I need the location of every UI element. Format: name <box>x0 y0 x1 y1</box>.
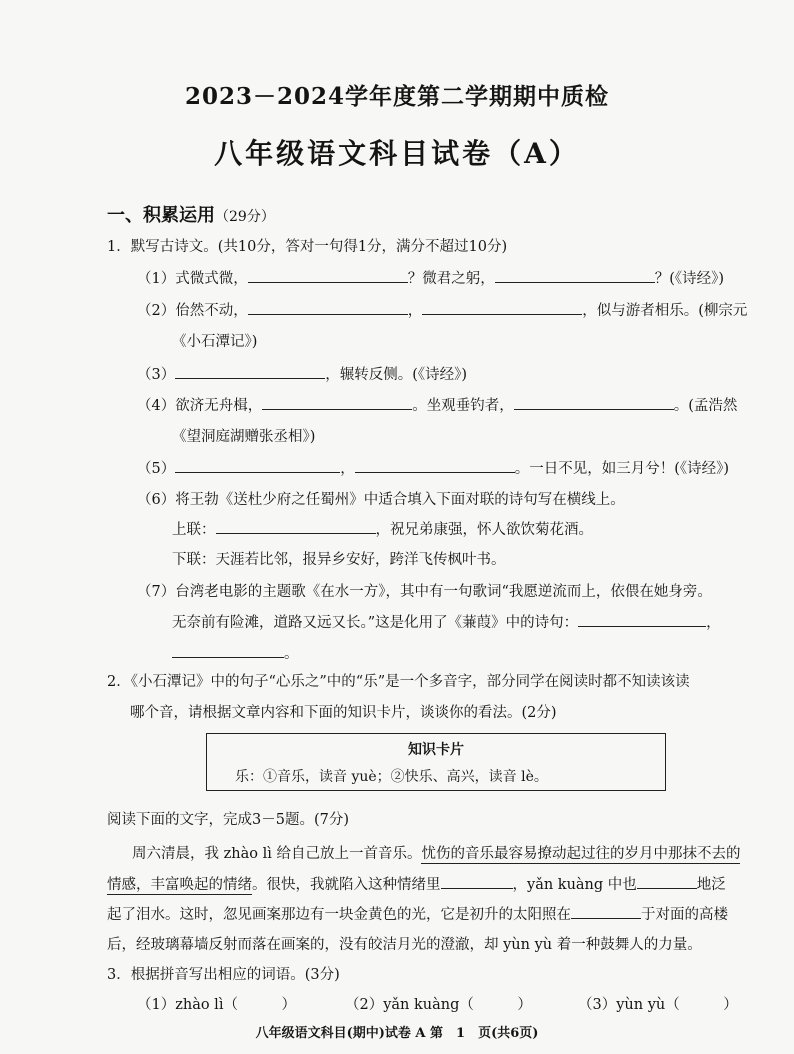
knowledge-card-title: 知识卡片 <box>408 742 464 758</box>
answer-blank[interactable] <box>637 874 697 889</box>
q3-option-3[interactable]: （3）yùn yù（ ） <box>578 997 738 1013</box>
q1-item-7 <box>137 580 712 601</box>
item-number: （5） <box>137 461 176 477</box>
q3-option-1[interactable]: （1）zhào lì（ ） <box>137 997 296 1013</box>
item-text: ， <box>340 461 355 477</box>
q3-option-2[interactable]: （2）yǎn kuàng（ ） <box>345 997 532 1013</box>
question-1-stem: 1．默写古诗文。(共10分，答对一句得1分，满分不超过10分) <box>107 239 508 255</box>
q1-item-5 <box>137 457 729 478</box>
answer-blank[interactable] <box>578 612 706 627</box>
section-title: 一、积累运用 <box>107 205 215 226</box>
answer-blank[interactable] <box>514 395 674 410</box>
passage-text: 起了泪水。这时，忽见画案那边有一块金黄色的光，它是初升的太阳照在 <box>107 907 571 923</box>
couplet-upper <box>172 518 593 539</box>
item-text: ， <box>706 615 721 631</box>
exam-title: 2023－2024学年度第二学期期中质检 <box>184 83 610 110</box>
answer-blank[interactable] <box>262 395 412 410</box>
answer-blank[interactable] <box>175 364 325 379</box>
q1-item-2-source: 《小石潭记》) <box>172 334 258 350</box>
exam-subtitle: 八年级语文科目试卷（A） <box>214 137 580 170</box>
q1-item-6 <box>137 488 625 509</box>
item-text: 台湾老电影的主题歌《在水一方》，其中有一句歌词“我愿逆流而上，依偎在她身旁。 <box>175 584 712 600</box>
item-text: 无奈前有险滩，道路又远又长。”这是化用了《蒹葭》中的诗句： <box>172 615 579 631</box>
q1-item-2 <box>137 299 747 320</box>
question-2-line1: 2．《小石潭记》中的句子“心乐之”中的“乐”是一个多音字，部分同学在阅读时都不知读该读 <box>107 674 690 690</box>
passage-line-1 <box>132 842 740 863</box>
item-number: （3） <box>137 367 176 383</box>
passage-line-2 <box>107 873 726 894</box>
item-text: ？微君之躬， <box>407 271 495 287</box>
q1-item-4 <box>137 394 737 415</box>
answer-blank[interactable] <box>175 458 340 473</box>
item-number: （6） <box>137 492 176 508</box>
answer-blank[interactable] <box>248 268 408 283</box>
q1-item-4-source: 《望洞庭湖赠张丞相》) <box>172 429 316 445</box>
answer-blank[interactable] <box>495 268 655 283</box>
answer-blank[interactable] <box>172 643 284 658</box>
item-number: （4） <box>137 398 176 414</box>
answer-blank[interactable] <box>248 300 408 315</box>
couplet-label: 上联： <box>172 522 216 538</box>
answer-blank[interactable] <box>355 458 515 473</box>
reading-intro: 阅读下面的文字，完成3－5题。(7分) <box>107 812 349 828</box>
item-text: 。 <box>284 646 299 662</box>
item-text: 。一日不见，如三月兮！(《诗经》) <box>514 461 730 477</box>
item-number: （2） <box>137 303 176 319</box>
item-number: （1） <box>137 271 176 287</box>
passage-text: 周六清晨，我 zhào lì 给自己放上一首音乐。 <box>132 846 422 862</box>
q1-item-1 <box>137 267 724 288</box>
q1-item-7-line3 <box>172 642 299 663</box>
underlined-sentence: 忧伤的音乐最容易撩动起过往的岁月中那抹不去的 <box>421 846 741 862</box>
answer-blank[interactable] <box>216 519 376 534</box>
passage-text: 地泛 <box>696 877 726 893</box>
item-text: ， <box>407 303 423 319</box>
item-text: ，辗转反侧。(《诗经》) <box>325 367 468 383</box>
question-3-stem: 3．根据拼音写出相应的词语。(3分) <box>107 967 340 983</box>
passage-text: 。很快，我就陷入这种情绪里 <box>252 877 441 893</box>
item-text: 。坐观垂钓者， <box>412 398 514 414</box>
item-text: 。(孟浩然 <box>673 398 738 414</box>
passage-text: 于对面的高楼 <box>641 907 728 923</box>
answer-blank[interactable] <box>571 904 641 919</box>
q1-item-7-line2 <box>172 611 721 632</box>
q1-item-3 <box>137 363 467 384</box>
item-text: ？(《诗经》) <box>654 271 725 287</box>
question-2-line2: 哪个音，请根据文章内容和下面的知识卡片，谈谈你的看法。(2分) <box>130 705 557 721</box>
couplet-text: ，祝兄弟康强，怀人欲饮菊花酒。 <box>375 522 593 538</box>
passage-line-4: 后，经玻璃幕墙反射而落在画案的，没有皎洁月光的澄澈，却 yùn yù 着一种鼓舞人的力量。 <box>107 937 702 953</box>
item-text: 将王勃《送杜少府之任蜀州》中适合填入下面对联的诗句写在横线上。 <box>175 492 625 508</box>
couplet-lower: 下联：天涯若比邻，报异乡安好，跨洋飞传枫叶书。 <box>172 552 506 568</box>
section-score: （29分） <box>215 209 275 225</box>
knowledge-card-body: 乐：①音乐，读音 yuè；②快乐、高兴，读音 lè。 <box>235 769 548 785</box>
underlined-sentence: 情感，丰富唤起的情绪 <box>107 877 252 893</box>
item-text: ，似与游者相乐。(柳宗元 <box>582 303 748 319</box>
section-heading <box>107 201 275 227</box>
item-number: （7） <box>137 584 176 600</box>
passage-text: ，yǎn kuàng 中也 <box>512 877 637 893</box>
item-text: 佁然不动， <box>175 303 248 319</box>
answer-blank[interactable] <box>441 874 513 889</box>
page-footer: 八年级语文科目(期中)试卷 A 第 1 页(共6页) <box>255 1026 539 1041</box>
knowledge-card <box>206 733 666 791</box>
answer-blank[interactable] <box>422 300 582 315</box>
item-text: 式微式微， <box>175 271 248 287</box>
passage-line-3 <box>107 903 728 924</box>
item-text: 欲济无舟楫， <box>175 398 263 414</box>
